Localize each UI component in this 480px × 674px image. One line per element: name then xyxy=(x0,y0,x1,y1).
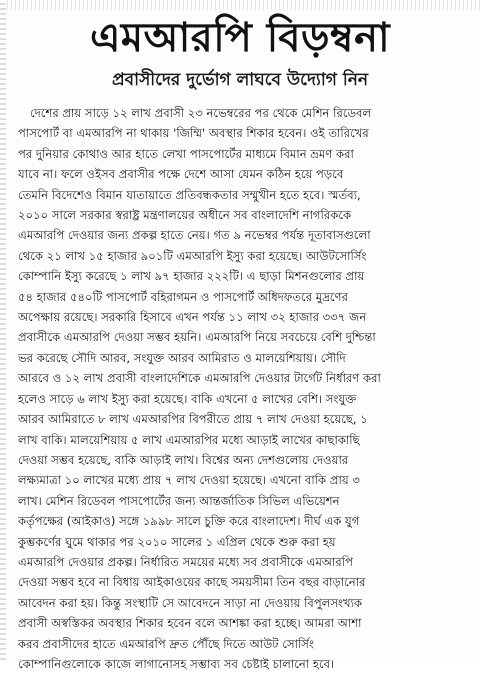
body-line: হলেও সাড়ে ৬ লাখ ইস্যু করা হয়েছে। বাকি এখনো ৫ লাখের বেশি। সংযুক্ত xyxy=(18,391,357,406)
torn-left-edge xyxy=(0,0,6,663)
body-line: কোম্পানিগুলোকে কাজে লাগানোসহ সম্ভাব্য সব চেষ্টাই চালানো হবে। xyxy=(18,656,335,671)
torn-top-edge xyxy=(0,0,480,10)
body-line: এমআরপি দেওয়ার প্রকল্প। নির্ধারিত সময়ের মধ্যে সব প্রবাসীকে এমআরপি xyxy=(18,554,353,569)
body-line: ৫৪ হাজার ৫৪০টি পাসপোর্ট বহিরাগমন ও পাসপোর্ট অধিদফতরে মুদ্রণের xyxy=(18,289,348,304)
body-line: ভর করেছে সৌদি আরব, সংযুক্ত আরব আমিরাত ও মালয়েশিয়ায়। সৌদি xyxy=(18,350,346,365)
body-line: প্রবাসী অস্বস্তিকর অবস্থার শিকার হবেন বলে আশঙ্কা করা হচ্ছে। আমরা আশা xyxy=(18,616,362,631)
body-line: প্রবাসীকে এমআরপি দেওয়া সম্ভব হয়নি। এমআরপি নিয়ে সবচেয়ে বেশি দুশ্চিন্তা xyxy=(18,330,376,345)
body-line: ২০১০ সালে সরকার স্বরাষ্ট্র মন্ত্রণালয়ের অধীনে সব বাংলাদেশি নাগরিককে xyxy=(18,208,352,223)
body-line: থেকে ২১ লাখ ১৫ হাজার ৯০১টি এমআরপি ইস্যু করা হয়েছে। আউটসোর্সিং xyxy=(18,248,367,263)
body-line: লাখ বাকি। মালয়েশিয়ায় ৫ লাখ এমআরপির মধ্যে আড়াই লাখের কাছাকাছি xyxy=(18,432,360,447)
body-line: অপেক্ষায় রয়েছে। সরকারি হিসাবে এখন পর্যন্ত ১১ লাখ ৩২ হাজার ৩৩৭ জন xyxy=(18,310,367,325)
headline: এমআরপি বিড়ম্বনা xyxy=(89,15,391,61)
body-line: আরব আমিরাতে ৮ লাখ এমআরপির বিপরীতে প্রায় ৭ লাখ দেওয়া হয়েছে, ১ xyxy=(18,412,368,427)
body-line: যাবে না। ফলে ওইসব প্রবাসীর পক্ষে দেশে আসা যেমন কঠিন হয়ে পড়বে xyxy=(18,167,344,182)
body-line: লক্ষ্যমাত্রা ১০ লাখের মধ্যে প্রায় ৭ লাখ দেওয়া হয়েছে। এখনো বাকি প্রায় ৩ xyxy=(18,473,360,488)
body-line: দেওয়া সম্ভব হয়েছে, বাকি আড়াই লাখ। বিশ্বের অন্য দেশগুলোয় দেওয়ার xyxy=(18,452,349,467)
body-line: কুম্ভকর্ণের ঘুমে থাকার পর ২০১০ সালের ১ এপ্রিল থেকে শুরু করা হয় xyxy=(18,534,336,549)
body-line: দেওয়া সম্ভব হবে না বিধায় আইকাওয়ের কাছে সময়সীমা তিন বছর বাড়ানোর xyxy=(18,575,366,590)
article-body xyxy=(18,103,470,671)
body-line: আবেদন করা হয়। কিন্তু সংস্থাটি সে আবেদনে সাড়া না দেওয়ায় বিপুলসংখ্যক xyxy=(18,595,363,610)
body-line: দেশের প্রায় সাড়ে ১২ লাখ প্রবাসী ২৩ নভেম্বরের পর থেকে মেশিন রিডেবল xyxy=(30,106,372,120)
body-line: এমআরপি দেওয়ার জন্য প্রকল্প হাতে নেয়। গত ৯ নভেম্বর পর্যন্ত দূতাবাসগুলো xyxy=(18,228,371,243)
body-line: আরবে ও ১২ লাখ প্রবাসী বাংলাদেশিকে এমআরপি দেওয়ার টার্গেট নির্ধারণ করা xyxy=(18,371,381,386)
body-line: কোম্পানি ইস্যু করেছে ১ লাখ ৯৭ হাজার ২২২টি। এ ছাড়া মিশনগুলোর প্রায় xyxy=(18,269,365,284)
body-line: পর দুনিয়ার কোথাও আর হাতে লেখা পাসপোর্টের মাধ্যমে বিমান ভ্রমণ করা xyxy=(18,146,354,161)
body-line: পাসপোর্ট বা এমআরপি না থাকায় 'জিম্মি' অবস্থার শিকার হবেন। ওই তারিখের xyxy=(18,126,369,141)
body-line: করব প্রবাসীদের হাতে এমআরপি দ্রুত পৌঁছে দিতে আউট সোর্সিং xyxy=(18,636,314,651)
body-line: কর্তৃপক্ষের (আইকাও) সঙ্গে ১৯৯৮ সালে চুক্তি করে বাংলাদেশ। দীর্ঘ এক যুগ xyxy=(18,514,360,529)
body-line: তেমনি বিদেশেও বিমান যাতায়াতে প্রতিবন্ধকতার সম্মুখীন হতে হবে। স্মর্তব্য, xyxy=(18,187,361,202)
subheadline: প্রবাসীদের দুর্ভোগ লাঘবে উদ্যোগ নিন xyxy=(111,70,368,90)
body-line: লাখ। মেশিন রিডেবল পাসপোর্টের জন্য আন্তর্জাতিক সিভিল এভিয়েশন xyxy=(18,493,340,508)
